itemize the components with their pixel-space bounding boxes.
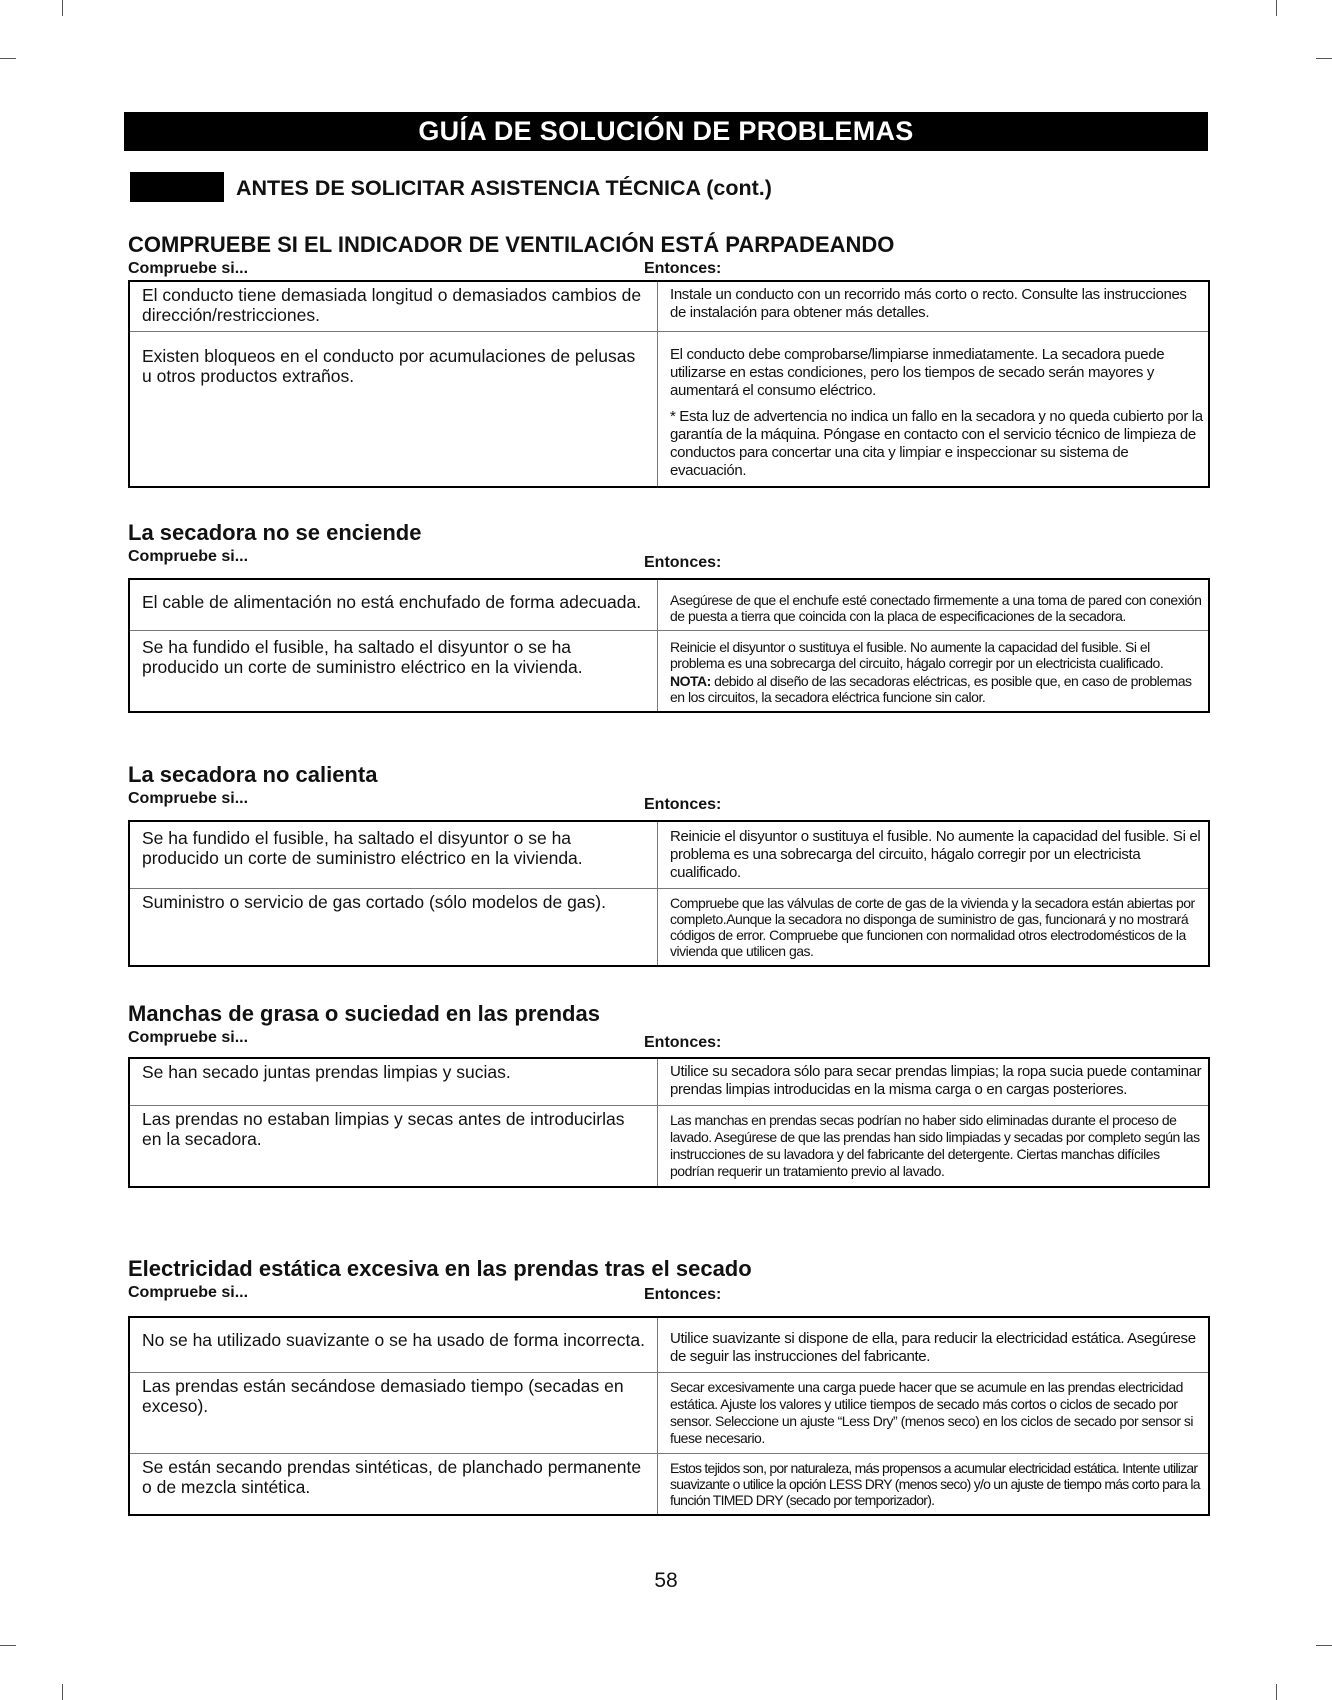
troubleshooting-table xyxy=(128,578,1210,713)
check-column-header: Compruebe si... xyxy=(128,1284,249,1301)
table-row xyxy=(129,332,1209,488)
crop-mark xyxy=(1316,58,1332,59)
table-row xyxy=(129,1454,1209,1516)
then-text: Reinicie el disyuntor o sustituya el fusible. No aumente la capacidad del fusible. Si el problema es una sobrecarga del circuito, hágalo corregir por un electricista cualificado. xyxy=(670,828,1201,881)
section-no-power xyxy=(128,520,1210,713)
check-cell: Suministro o servicio de gas cortado (sólo modelos de gas). xyxy=(129,889,658,967)
then-text: Utilice suavizante si dispone de ella, para reducir la electricidad estática. Asegúrese de seguir las instrucciones del fabricante. xyxy=(670,1330,1196,1365)
then-cell xyxy=(658,332,1210,488)
section-title: COMPRUEBE SI EL INDICADOR DE VENTILACIÓN ESTÁ PARPADEANDO xyxy=(128,232,895,257)
check-cell: Existen bloqueos en el conducto por acumulaciones de pelusas u otros productos extraños. xyxy=(129,332,658,488)
section-title: La secadora no se enciende xyxy=(128,520,422,545)
then-cell xyxy=(658,1454,1210,1516)
troubleshooting-table xyxy=(128,1316,1210,1516)
check-cell: Se ha fundido el fusible, ha saltado el disyuntor o se ha producido un corte de suministro eléctrico en la vivienda. xyxy=(129,631,658,713)
table-row xyxy=(129,281,1209,332)
then-cell xyxy=(658,281,1210,332)
section-static-electricity xyxy=(128,1256,1210,1516)
table-row xyxy=(129,1106,1209,1188)
table-row xyxy=(129,1317,1209,1373)
column-headers xyxy=(128,1282,1210,1316)
then-column-header: Entonces: xyxy=(644,260,722,277)
table-row xyxy=(129,631,1209,713)
section-grease-stains xyxy=(128,1001,1210,1188)
crop-mark xyxy=(1316,1645,1332,1646)
then-cell xyxy=(658,889,1210,967)
check-column-header: Compruebe si... xyxy=(128,260,249,277)
column-headers xyxy=(128,788,1210,820)
check-cell: Las prendas no estaban limpias y secas antes de introducirlas en la secadora. xyxy=(129,1106,658,1188)
section-title: La secadora no calienta xyxy=(128,762,378,787)
check-cell: El conducto tiene demasiada longitud o demasiados cambios de dirección/restricciones. xyxy=(129,281,658,332)
crop-mark xyxy=(0,58,16,59)
troubleshooting-table xyxy=(128,820,1210,967)
section-title: Manchas de grasa o suciedad en las prendas xyxy=(128,1001,600,1026)
then-text: Utilice su secadora sólo para secar prendas limpias; la ropa sucia puede contaminar prendas limpias introducidas en la misma carga o en cargas posteriores. xyxy=(670,1063,1202,1098)
then-text: Las manchas en prendas secas podrían no haber sido eliminadas durante el proceso de lavado. Asegúrese de que las prendas han sido limpiadas y secadas por completo según las instrucciones de su lavadora y del fabricante del detergente. Ciertas manchas difíciles podrían requerir un tratamiento previo al lavado. xyxy=(670,1112,1200,1179)
check-column-header: Compruebe si... xyxy=(128,790,249,807)
nota-label: NOTA: xyxy=(670,673,711,689)
column-headers xyxy=(128,546,1210,578)
crop-mark xyxy=(0,1645,16,1646)
then-cell xyxy=(658,1373,1210,1454)
table-row xyxy=(129,889,1209,967)
then-column-header: Entonces: xyxy=(644,554,722,571)
table-row xyxy=(129,1373,1209,1454)
crop-mark xyxy=(1276,1684,1277,1700)
table-row xyxy=(129,1058,1209,1106)
nota-text: debido al diseño de las secadoras eléctricas, es posible que, en caso de problemas en los circuitos, la secadora eléctrica funcione sin calor. xyxy=(670,673,1192,705)
troubleshooting-table xyxy=(128,1057,1210,1188)
crop-mark xyxy=(62,0,63,16)
column-headers xyxy=(128,1027,1210,1057)
then-column-header: Entonces: xyxy=(644,796,722,813)
then-text: Instale un conducto con un recorrido más corto o recto. Consulte las instrucciones de instalación para obtener más detalles. xyxy=(670,286,1187,321)
then-text: Compruebe que las válvulas de corte de gas de la vivienda y la secadora están abiertas por completo.Aunque la secadora no disponga de suministro de gas, funcionará y no mostrará códigos de error. Compruebe que funcionen con normalidad otros electrodomésticos de la vivienda que utilicen gas. xyxy=(670,895,1195,959)
page-number: 58 xyxy=(654,1569,678,1592)
crop-mark xyxy=(1276,0,1277,16)
column-headers xyxy=(128,258,1210,280)
then-text: Asegúrese de que el enchufe esté conectado firmemente a una toma de pared con conexión de puesta a tierra que coincida con la placa de especificaciones de la secadora. xyxy=(670,592,1202,624)
check-column-header: Compruebe si... xyxy=(128,548,249,565)
then-column-header: Entonces: xyxy=(644,1286,722,1303)
check-cell: Se están secando prendas sintéticas, de planchado permanente o de mezcla sintética. xyxy=(129,1454,658,1516)
check-cell: Las prendas están secándose demasiado tiempo (secadas en exceso). xyxy=(129,1373,658,1454)
then-cell xyxy=(658,1058,1210,1106)
section-vent-indicator xyxy=(128,232,1210,488)
check-cell: Se ha fundido el fusible, ha saltado el disyuntor o se ha producido un corte de suministro eléctrico en la vivienda. xyxy=(129,821,658,889)
page-banner-title: GUÍA DE SOLUCIÓN DE PROBLEMAS xyxy=(124,112,1208,151)
table-row xyxy=(129,821,1209,889)
then-cell xyxy=(658,1317,1210,1373)
then-cell xyxy=(658,631,1210,713)
then-text: Reinicie el disyuntor o sustituya el fusible. No aumente la capacidad del fusible. Si el problema es una sobrecarga del circuito, hágalo corregir por un electricista cualificado. xyxy=(670,639,1164,671)
section-no-heat xyxy=(128,762,1210,967)
then-cell xyxy=(658,1106,1210,1188)
check-cell: No se ha utilizado suavizante o se ha usado de forma incorrecta. xyxy=(129,1317,658,1373)
subheading-marker-block xyxy=(130,172,224,202)
then-text: Estos tejidos son, por naturaleza, más propensos a acumular electricidad estática. Intente utilizar suavizante o utilice la opción LESS DRY (menos seco) y/o un ajuste de tiempo más corto para la función TIMED DRY (secado por temporizador). xyxy=(670,1460,1200,1508)
then-cell xyxy=(658,579,1210,631)
then-note: * Esta luz de advertencia no indica un fallo en la secadora y no queda cubierto por la garantía de la máquina. Póngase en contacto con el servicio técnico de limpieza de conductos para concertar una cita y limpiar e inspeccionar su sistema de evacuación. xyxy=(670,408,1203,479)
crop-mark xyxy=(62,1684,63,1700)
table-row xyxy=(129,579,1209,631)
then-cell xyxy=(658,821,1210,889)
then-text: El conducto debe comprobarse/limpiarse inmediatamente. La secadora puede utilizarse en estas condiciones, pero los tiempos de secado serán mayores y aumentará el consumo eléctrico. xyxy=(670,346,1165,399)
check-cell: Se han secado juntas prendas limpias y sucias. xyxy=(129,1058,658,1106)
then-text: Secar excesivamente una carga puede hacer que se acumule en las prendas electricidad estática. Ajuste los valores y utilice tiempos de secado más cortos o ciclos de secado por sensor. Seleccione un ajuste “Less Dry” (menos seco) en los ciclos de secado por sensor si fuese necesario. xyxy=(670,1379,1194,1446)
subheading-text: ANTES DE SOLICITAR ASISTENCIA TÉCNICA (cont.) xyxy=(236,176,772,200)
section-title: Electricidad estática excesiva en las prendas tras el secado xyxy=(128,1256,752,1281)
troubleshooting-table xyxy=(128,280,1210,488)
check-cell: El cable de alimentación no está enchufado de forma adecuada. xyxy=(129,579,658,631)
then-note xyxy=(670,673,1204,705)
then-column-header: Entonces: xyxy=(644,1034,722,1051)
check-column-header: Compruebe si... xyxy=(128,1029,249,1046)
